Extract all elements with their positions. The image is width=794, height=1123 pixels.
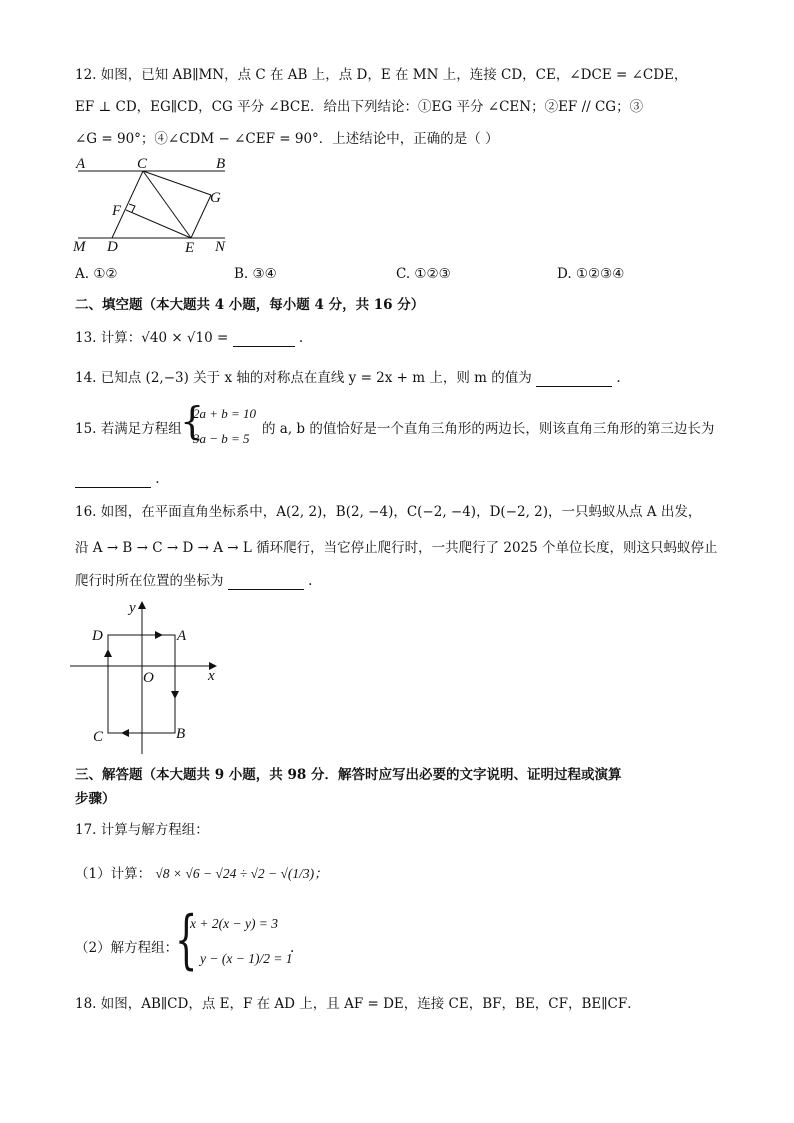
q14-end: . bbox=[616, 370, 621, 386]
q12-option-b: B. ③④ bbox=[234, 266, 277, 282]
label-o: O bbox=[143, 670, 154, 686]
q14 bbox=[75, 369, 621, 387]
q17-part2-eq1: x + 2(x − y) = 3 bbox=[190, 916, 279, 931]
q17-title: 17. 计算与解方程组： bbox=[75, 822, 209, 838]
q14-blank bbox=[536, 372, 612, 387]
segment-cg bbox=[143, 171, 211, 195]
q13-blank bbox=[233, 332, 295, 347]
q12-line3: ∠G = 90°；④∠CDM − ∠CEF = 90°．上述结论中，正确的是（ ） bbox=[75, 131, 499, 147]
q16-line3-text: 爬行时所在位置的坐标为 bbox=[75, 573, 224, 589]
q17-part1 bbox=[75, 865, 328, 883]
q15-suffix: 的 a, b 的值恰好是一个直角三角形的两边长，则该直角三角形的第三边长为 bbox=[262, 421, 715, 437]
q13-end: . bbox=[298, 330, 304, 346]
label-d: D bbox=[107, 239, 118, 255]
section3-heading-line1: 三、解答题（本大题共 9 小题，共 98 分．解答时应写出必要的文字说明、证明过程或演算 bbox=[75, 767, 622, 783]
label-a: A bbox=[76, 156, 86, 172]
label-m: M bbox=[73, 239, 86, 255]
q13-text: 13. 计算：√40 × √10 = bbox=[75, 330, 229, 346]
q16-blank bbox=[228, 575, 304, 590]
q12-option-d: D. ①②③④ bbox=[557, 266, 625, 282]
section2-heading: 二、填空题（本大题共 4 小题，每小题 4 分，共 16 分） bbox=[75, 297, 425, 313]
right-angle-mark bbox=[129, 204, 135, 212]
q14-text: 14. 已知点 (2,−3) 关于 x 轴的对称点在直线 y = 2x + m 上，则 m 的值为 bbox=[75, 370, 532, 386]
q12-figure bbox=[70, 155, 240, 255]
q16-coordinate-figure bbox=[70, 598, 230, 760]
q15-end: . bbox=[155, 471, 160, 487]
q16-end: . bbox=[308, 573, 313, 589]
label-e: E bbox=[185, 240, 195, 255]
label-b: B bbox=[176, 726, 186, 742]
q12-option-c: C. ①②③ bbox=[396, 266, 451, 282]
q15-brace: { bbox=[180, 399, 205, 443]
q13 bbox=[75, 329, 303, 347]
label-b: B bbox=[216, 156, 226, 172]
q16-line1: 16. 如图，在平面直角坐标系中，A(2, 2)，B(2, −4)，C(−2, −4)，D(−2, 2)，一只蚂蚁从点 A 出发， bbox=[75, 504, 702, 520]
q16-line3 bbox=[75, 572, 312, 590]
q17-part1-label: （1）计算： bbox=[75, 866, 152, 882]
label-g: G bbox=[210, 190, 221, 206]
q15-prefix: 15. 若满足方程组 bbox=[75, 421, 182, 437]
q15-eq2: 3a − b = 5 bbox=[193, 431, 250, 446]
q15-eq1: 2a + b = 10 bbox=[193, 406, 257, 421]
label-c: C bbox=[137, 156, 148, 172]
label-c: C bbox=[93, 729, 104, 745]
label-a: A bbox=[177, 628, 187, 644]
q17-part2-eq2: y − (x − 1)/2 = 1 bbox=[200, 951, 293, 966]
q17-part2-label: （2）解方程组： bbox=[75, 940, 179, 956]
q15-answer bbox=[75, 470, 160, 488]
q12-line1: 12. 如图，已知 AB∥MN，点 C 在 AB 上，点 D，E 在 MN 上，连接 CD，CE，∠DCE = ∠CDE， bbox=[75, 67, 688, 83]
q17-part2-end: . bbox=[290, 940, 295, 956]
section3-heading-line2: 步骤） bbox=[75, 791, 116, 807]
q12-option-a: A. ①② bbox=[75, 266, 118, 282]
label-f: F bbox=[112, 203, 122, 219]
q16-line2: 沿 A → B → C → D → A → L 循环爬行，当它停止爬行时，一共爬行了 2025 个单位长度，则这只蚂蚁停止 bbox=[75, 540, 718, 556]
label-n: N bbox=[215, 239, 226, 255]
q17-brace: { bbox=[175, 903, 198, 977]
q15-blank bbox=[75, 473, 151, 488]
label-d: D bbox=[92, 628, 103, 644]
q12-line2: EF ⊥ CD，EG∥CD，CG 平分 ∠BCE．给出下列结论：①EG 平分 ∠CEN；②EF // CG；③ bbox=[75, 99, 644, 115]
q17-part1-expression: √8 × √6 − √24 ÷ √2 − √(1/3)； bbox=[155, 866, 328, 881]
label-y: y bbox=[129, 600, 136, 616]
q18-text: 18. 如图，AB∥CD，点 E，F 在 AD 上，且 AF = DE，连接 CE，BF，BE，CF，BE∥CF． bbox=[75, 996, 641, 1012]
segment-eg bbox=[191, 195, 211, 238]
label-x: x bbox=[208, 668, 215, 684]
